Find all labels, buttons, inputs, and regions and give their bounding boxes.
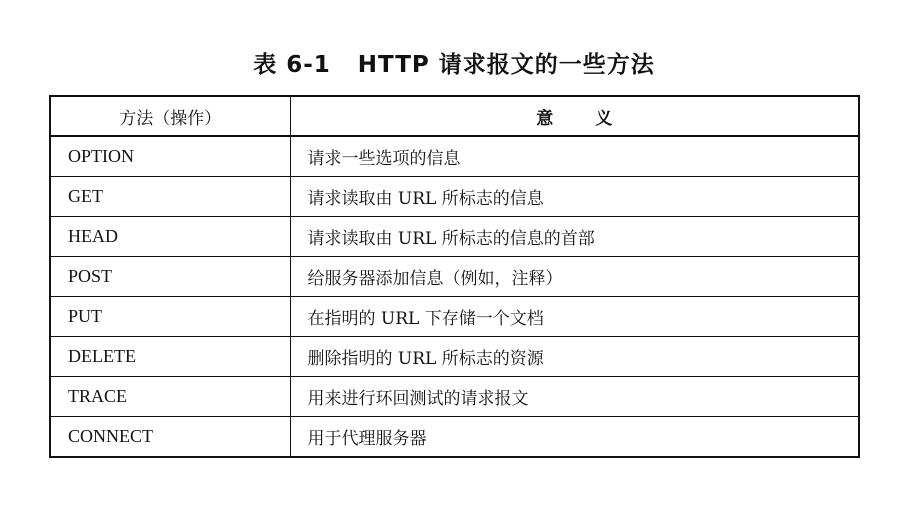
- method-cell: DELETE: [50, 337, 290, 377]
- method-cell: CONNECT: [50, 417, 290, 458]
- table-header-row: [50, 96, 859, 136]
- table-row: [50, 136, 859, 177]
- table-caption: 表 6-1 HTTP 请求报文的一些方法: [253, 52, 655, 78]
- table-row: [50, 297, 859, 337]
- method-cell: POST: [50, 257, 290, 297]
- table-row: [50, 377, 859, 417]
- table-row: [50, 257, 859, 297]
- method-cell: PUT: [50, 297, 290, 337]
- meaning-cell: 用来进行环回测试的请求报文: [290, 377, 859, 417]
- method-cell: HEAD: [50, 217, 290, 257]
- http-methods-table: [49, 95, 860, 458]
- meaning-cell: 请求读取由 URL 所标志的信息: [290, 177, 859, 217]
- meaning-cell: 请求读取由 URL 所标志的信息的首部: [290, 217, 859, 257]
- meaning-cell: 给服务器添加信息（例如，注释）: [290, 257, 859, 297]
- header-meaning: 意义: [290, 96, 859, 136]
- method-cell: OPTION: [50, 136, 290, 177]
- meaning-cell: 请求一些选项的信息: [290, 136, 859, 177]
- table-row: [50, 217, 859, 257]
- header-method: 方法（操作）: [50, 96, 290, 136]
- meaning-cell: 在指明的 URL 下存储一个文档: [290, 297, 859, 337]
- table-row: [50, 337, 859, 377]
- meaning-cell: 用于代理服务器: [290, 417, 859, 458]
- method-cell: GET: [50, 177, 290, 217]
- method-cell: TRACE: [50, 377, 290, 417]
- table-row: [50, 417, 859, 458]
- table-row: [50, 177, 859, 217]
- meaning-cell: 删除指明的 URL 所标志的资源: [290, 337, 859, 377]
